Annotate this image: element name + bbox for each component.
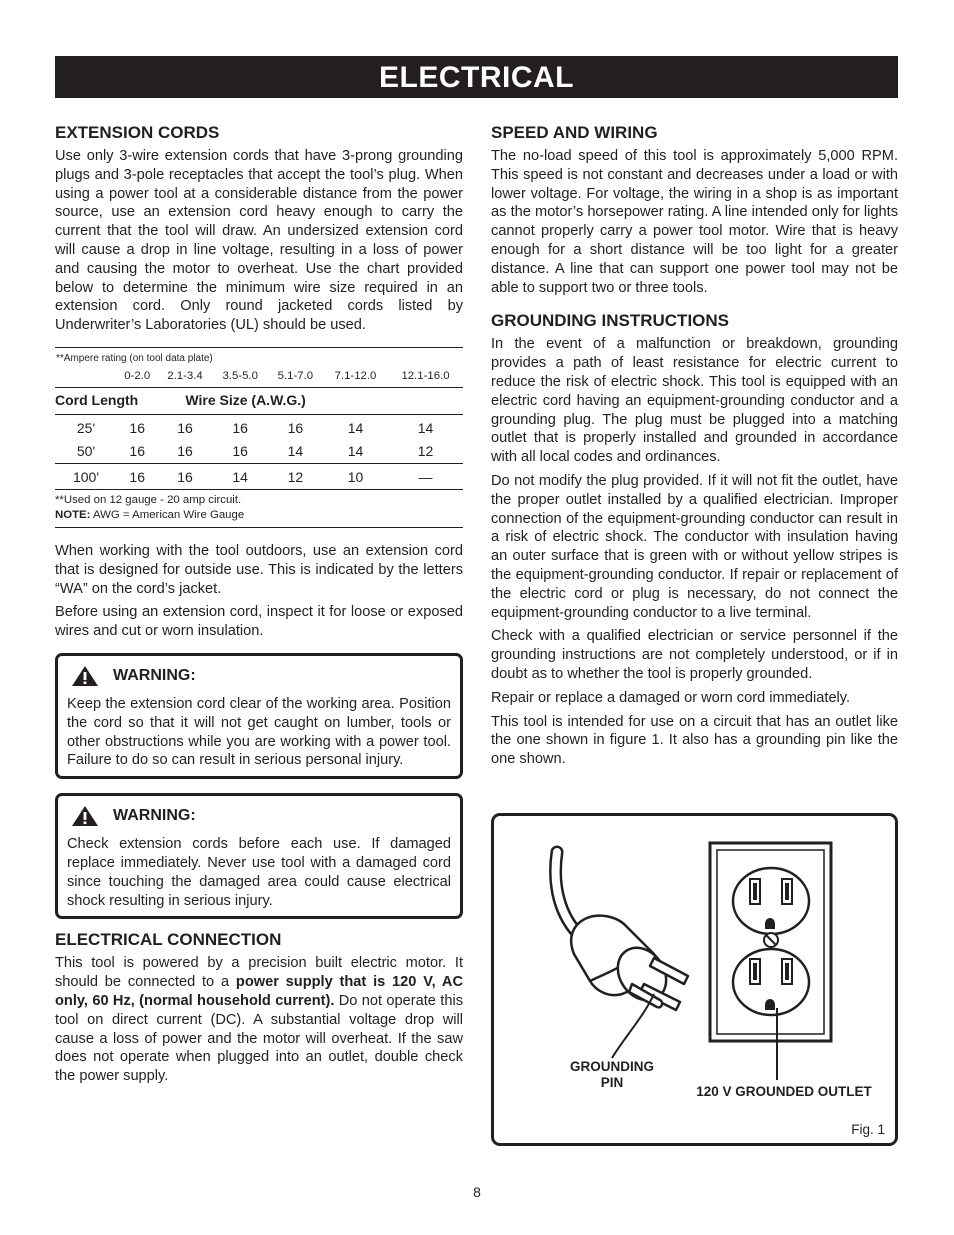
grounding-pin-label (564, 1059, 660, 1091)
table-row (55, 463, 463, 489)
label-line: PIN (600, 1075, 624, 1090)
right-column (491, 122, 898, 774)
wire-size-cell: 14 (213, 463, 268, 489)
wire-size-cell: 14 (323, 414, 388, 440)
wire-size-cell: 16 (213, 414, 268, 440)
note-text: AWG = American Wire Gauge (90, 508, 245, 521)
ampere-rating-note: **Ampere rating (on tool data plate) (56, 352, 213, 364)
cord-length-cell: 100' (55, 463, 117, 489)
footnote-gauge: **Used on 12 gauge - 20 amp circuit. (55, 493, 242, 506)
extension-cords-heading: EXTENSION CORDS (55, 123, 220, 142)
wire-size-cell: 16 (157, 463, 212, 489)
extension-cords-paragraph-2: When working with the tool outdoors, use an extension cord that is designed for outside use. This is indicated by the letters “WA” on the cord’s jacket. (55, 542, 463, 597)
speed-wiring-paragraph: The no-load speed of this tool is approximately 5,000 RPM. This speed is not constant and decreases under a load or with lower voltage. For voltage, the wiring in a shop is as important as the motor’s horsepower rating. A line intended only for lights cannot properly carry a power tool motor. Wire that is heavy enough for a short distance will be too light for a greater distance. A line that can support one power tool may not be able to support two or three tools. (491, 148, 898, 296)
figure-1 (491, 813, 898, 1146)
amp-range: 7.1-12.0 (334, 369, 377, 382)
connection-text-bold: power supply that is 120 V, AC only, 60 Hz, (normal household current). (55, 974, 463, 1009)
section-banner: ELECTRICAL (55, 56, 898, 98)
wire-size-cell: 16 (157, 414, 212, 440)
wire-size-cell: 16 (129, 442, 145, 459)
warning-box-1 (55, 653, 463, 779)
warning-triangle-icon (71, 665, 99, 687)
connection-text-b: Do not operate this tool on direct current (DC). A substantial voltage drop will cause a loss of power and the motor will overheat. If the saw does not operate when plugged into an outlet, double check the power supply. (55, 992, 463, 1085)
grounding-paragraph-1: In the event of a malfunction or breakdown, grounding provides a path of least resistance for electric current to reduce the risk of electric shock. This tool is equipped with an electric cord having an equipment-grounding conductor and a grounding plug. The plug must be plugged into a matching outlet that is properly installed and grounded in accordance with all local codes and ordinances. (491, 336, 898, 466)
cord-length-cell: 50' (76, 442, 96, 459)
grounding-paragraph-4: Repair or replace a damaged or worn cord immediately. (491, 689, 851, 706)
wire-size-table (55, 347, 463, 528)
speed-wiring-heading: SPEED AND WIRING (491, 123, 658, 142)
wire-size-cell: 16 (268, 414, 323, 440)
warning-title: WARNING: (113, 666, 196, 684)
table-footnote (55, 489, 463, 527)
footnote-awg (55, 508, 463, 523)
wire-size-cell: 16 (117, 463, 157, 489)
electrical-connection-heading: ELECTRICAL CONNECTION (55, 930, 282, 950)
wire-size-cell: 14 (347, 442, 364, 459)
electrical-connection-paragraph (55, 954, 463, 1086)
outlet-label: 120 V GROUNDED OUTLET (696, 1084, 872, 1099)
warning-text: Keep the extension cord clear of the working area. Position the cord so that it will not get caught on lumber, tools or other obstructions while you are working with a power tool. Failure to do so can result in serious personal injury. (67, 695, 451, 769)
wire-size-cell: 10 (323, 463, 388, 489)
wire-size-cell: 16 (177, 442, 193, 459)
wire-size-cell: 12 (417, 442, 434, 459)
warning-triangle-icon (71, 805, 99, 827)
amp-range: 5.1-7.0 (277, 369, 314, 382)
wire-size-cell: 14 (287, 442, 304, 459)
cord-length-header: Cord Length (55, 387, 157, 414)
note-label: NOTE: (55, 508, 91, 521)
warning-box-2 (55, 793, 463, 919)
warning-title: WARNING: (113, 807, 196, 825)
figure-caption: Fig. 1 (851, 1122, 885, 1137)
table-row (55, 414, 463, 440)
ampere-range-row (55, 366, 463, 388)
extension-cords-paragraph-1: Use only 3-wire extension cords that have 3-prong grounding plugs and 3-pole receptacles that accept the tool’s plug. When using a power tool at a considerable distance from the power source, use an extension cord heavy enough to carry the current that the tool will draw. An undersized extension cord will cause a drop in line voltage, resulting in a loss of power and causing the motor to overheat. Use the chart provided below to determine the minimum wire size required in an extension cord. Only round jacketed cords listed by Underwriter’s Laboratories (UL) should be used. (55, 148, 463, 334)
amp-range: 2.1-3.4 (167, 369, 203, 382)
wire-size-cell: 16 (117, 414, 157, 440)
connection-text-a: This tool is powered by a precision built electric motor. It should be connected to a (55, 955, 463, 991)
cord-length-cell: 25' (55, 414, 117, 440)
label-line: GROUNDING (570, 1059, 654, 1074)
grounding-paragraph-2: Do not modify the plug provided. If it will not fit the outlet, have the proper outlet installed by a qualified electrician. Improper connection of the equipment-grounding conductor can result in a risk of electric shock. The conductor with insulation having an outer surface that is green with or without yellow stripes is the equipment-grounding conductor. If repair or replacement of the electric cord or plug is necessary, do not connect the equipment-grounding conductor to a live terminal. (491, 472, 898, 621)
warning-text: Check extension cords before each use. If damaged replace immediately. Never use tool with a damaged cord since touching the damaged area could cause electrical shock resulting in serious injury. (67, 836, 451, 909)
grounding-paragraph-3: Check with a qualified electrician or service personnel if the grounding instructions are not completely understood, or if in doubt as to whether the tool is properly grounded. (491, 628, 898, 682)
wire-size-cell: — (388, 463, 463, 489)
left-column (55, 122, 463, 1091)
extension-cords-paragraph-3: Before using an extension cord, inspect it for loose or exposed wires and cut or worn insulation. (55, 604, 463, 640)
amp-range: 12.1-16.0 (401, 369, 450, 382)
wire-size-cell: 16 (232, 442, 248, 459)
table-header-row (55, 387, 463, 414)
grounding-heading: GROUNDING INSTRUCTIONS (491, 311, 729, 331)
amp-range: 3.5-5.0 (222, 369, 258, 382)
wire-size-cell: 12 (268, 463, 323, 489)
grounding-paragraph-5: This tool is intended for use on a circuit that has an outlet like the one shown in figure 1. It also has a grounding pin like the one shown. (491, 713, 898, 768)
table-row (55, 440, 463, 464)
amp-range: 0-2.0 (124, 369, 151, 382)
page-number: 8 (473, 1184, 481, 1200)
wire-size-cell: 14 (388, 414, 463, 440)
wire-size-header: Wire Size (A.W.G.) (157, 387, 463, 414)
